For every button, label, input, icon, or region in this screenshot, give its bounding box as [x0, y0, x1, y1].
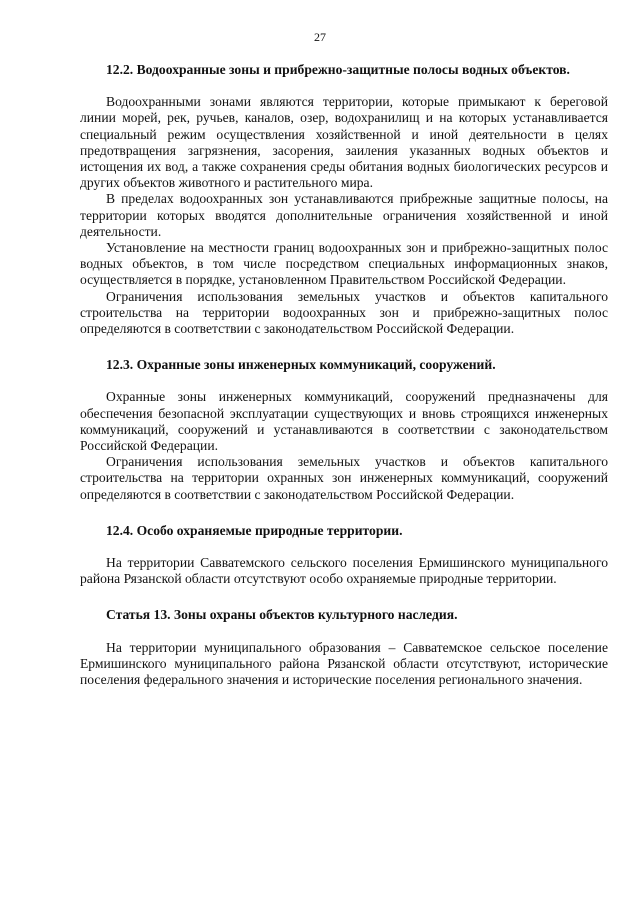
paragraph: Охранные зоны инженерных коммуникаций, сооружений предназначены для обеспечения безопасной эксплуатации существующих и вновь строящихся инженерных коммуникаций, сооружений и устанавливаются в соответствии с законодательством Российской Федерации. — [80, 389, 608, 454]
section-cultural-heritage-zones — [80, 607, 608, 688]
paragraph: Водоохранными зонами являются территории, которые примыкают к береговой линии морей, рек, ручьев, каналов, озер, водохранилищ и на которых устанавливается специальный режим осуществления хозяйственной и иной деятельности в целях предотвращения загрязнения, засорения, заиления указанных водных объектов и истощения их вод, а также сохранения среды обитания водных биологических ресурсов и других объектов животного и растительного мира. — [80, 94, 608, 191]
section-heading: 12.4. Особо охраняемые природные территории. — [106, 522, 403, 538]
section-heading: 12.3. Охранные зоны инженерных коммуникаций, сооружений. — [106, 357, 496, 373]
section-heading: 12.2. Водоохранные зоны и прибрежно-защитные полосы водных объектов. — [106, 62, 570, 77]
section-heading: Статья 13. Зоны охраны объектов культурного наследия. — [106, 607, 458, 623]
paragraph: На территории муниципального образования – Савватемское сельское поселение Ермишинского муниципального района Рязанской области отсутствуют, исторические поселения федерального значения и исторические поселения регионального значения. — [80, 639, 608, 688]
document-body — [80, 62, 608, 688]
section-engineering-protection-zones — [80, 357, 608, 503]
paragraph: В пределах водоохранных зон устанавливаются прибрежные защитные полосы, на территории которых вводятся дополнительные ограничения хозяйственной и иной деятельности. — [80, 191, 608, 239]
section-water-protection-zones — [80, 62, 608, 337]
paragraph: Ограничения использования земельных участков и объектов капитального строительства на территории водоохранных зон и прибрежно-защитных полос определяются в соответствии с законодательством Российской Федерации. — [80, 288, 608, 337]
section-protected-natural-areas — [80, 523, 608, 588]
paragraph: Ограничения использования земельных участков и объектов капитального строительства на территории охранных зон инженерных коммуникаций, сооружений определяются в соответствии с законодательством Российской Федерации. — [80, 454, 608, 502]
paragraph: Установление на местности границ водоохранных зон и прибрежно-защитных полос водных объектов, в том числе посредством специальных информационных знаков, осуществляется в порядке, установленном Правительством Российской Федерации. — [80, 240, 608, 288]
paragraph: На территории Савватемского сельского поселения Ермишинского муниципального района Рязанской области отсутствуют особо охраняемые природные территории. — [80, 555, 608, 587]
page-number: 27 — [314, 30, 326, 44]
